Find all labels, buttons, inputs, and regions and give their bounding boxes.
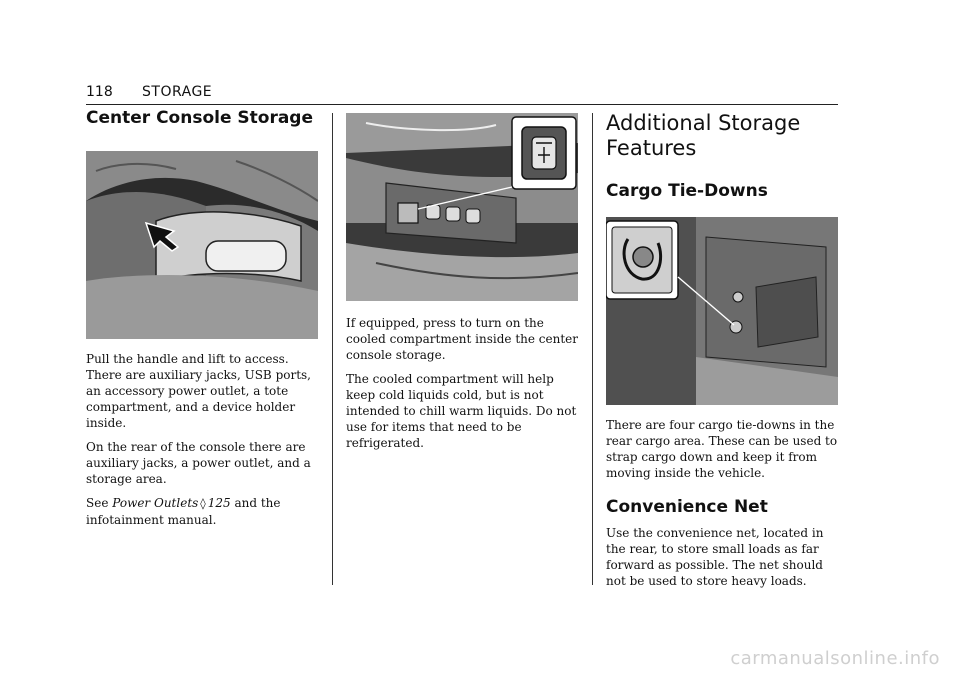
watermark: carmanualsonline.info (730, 648, 940, 669)
cargo-tie-down-illustration (606, 217, 838, 405)
reference-symbol: ◊ (200, 497, 206, 510)
reference-page[interactable]: 125 (207, 496, 231, 510)
column-3 (606, 111, 840, 597)
additional-storage-heading: Additional Storage Features (606, 111, 801, 160)
cargo-tie-downs-heading: Cargo Tie-Downs (606, 181, 768, 201)
column-divider-2 (592, 113, 593, 585)
convenience-net-paragraph: Use the convenience net, located in the rear, to store small loads as far forward as possible. The net should not be used to store heavy loads. (606, 526, 824, 588)
page-number: 118 (86, 84, 113, 100)
cooled-paragraph-2: The cooled compartment will help keep cold liquids cold, but is not intended to chill warm liquids. Do not use for items that need to be refrigerated. (346, 372, 577, 450)
console-illustration (86, 151, 318, 339)
column-1 (86, 108, 320, 536)
convenience-net-heading: Convenience Net (606, 497, 768, 517)
power-outlets-link[interactable]: Power Outlets (112, 496, 199, 510)
console-paragraph-3: See Power Outlets ◊ 125 and the infotainment manual. (86, 496, 281, 527)
console-paragraph-2: On the rear of the console there are auxiliary jacks, a power outlet, and a storage area. (86, 440, 311, 486)
cooled-compartment-illustration (346, 113, 578, 301)
section-title: STORAGE (142, 84, 213, 100)
cargo-paragraph: There are four cargo tie-downs in the rear cargo area. These can be used to strap cargo down and keep it from moving inside the vehicle. (606, 418, 838, 480)
console-paragraph-1: Pull the handle and lift to access. There are auxiliary jacks, USB ports, an accessory power outlet, a tote compartment, and a device holder inside. (86, 352, 311, 430)
center-console-heading: Center Console Storage (86, 108, 314, 128)
page-header (86, 84, 838, 105)
column-divider-1 (332, 113, 333, 585)
column-2 (346, 113, 580, 459)
cooled-paragraph-1: If equipped, press to turn on the cooled compartment inside the center console storage. (346, 316, 579, 362)
